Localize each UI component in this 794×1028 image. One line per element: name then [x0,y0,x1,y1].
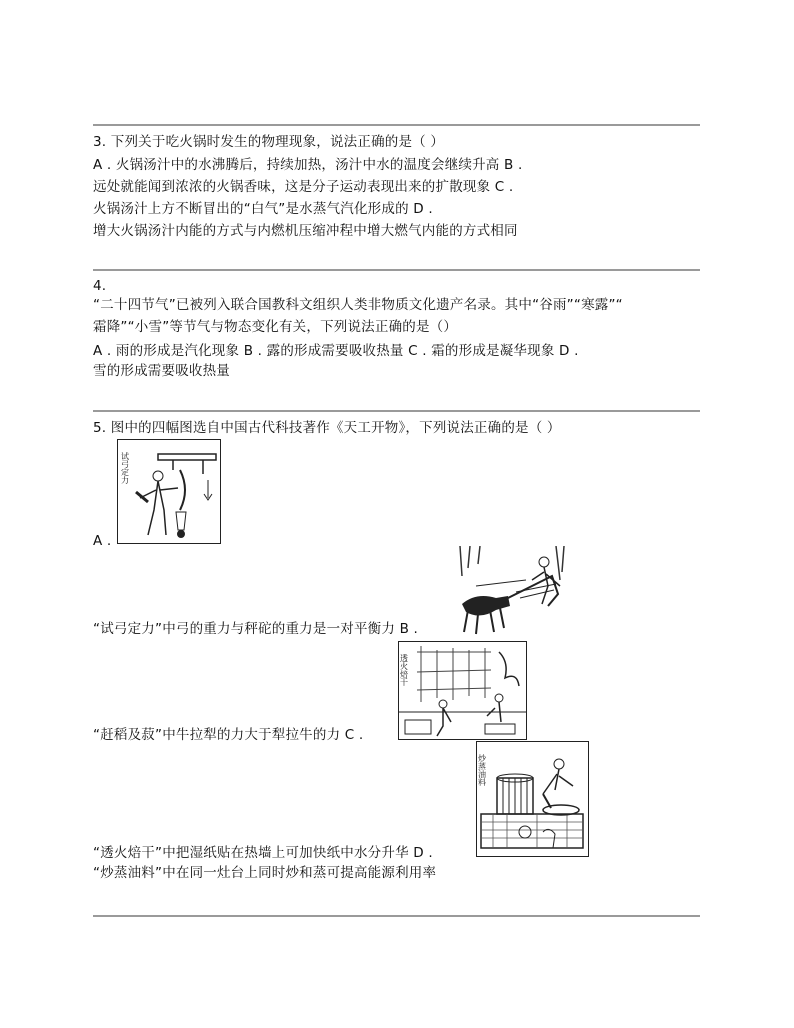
image-a-title: 试弓定力 [120,452,130,484]
ox-plowing-illustration-icon [456,546,568,638]
question-3-line-1: A . 火锅汤汁中的水沸腾后，持续加热，汤汁中水的温度会继续升高 B . [93,157,523,173]
question-3-stem: 3. 下列关于吃火锅时发生的物理现象，说法正确的是（ ） [93,134,445,150]
question-3-line-4: 增大火锅汤汁内能的方式与内燃机压缩冲程中增大燃气内能的方式相同 [93,223,518,239]
paper-drying-illustration-icon [398,641,527,740]
divider-q3-q4 [93,269,700,271]
divider-bottom [93,915,700,917]
bow-testing-illustration-icon [117,439,221,544]
question-5-stem: 5. 图中的四幅图选自中国古代科技著作《天工开物》，下列说法正确的是（ ） [93,420,561,436]
option-b-line: “试弓定力”中弓的重力与秤砣的重力是一对平衡力 B . [93,621,419,637]
image-d-title: 炒蒸油料 [477,754,487,786]
question-3-line-3: 火锅汤汁上方不断冒出的“白气”是水蒸气汽化形成的 D . [93,201,433,217]
question-4-line-4: 雪的形成需要吸收热量 [93,363,230,379]
question-4-number: 4. [93,278,107,294]
option-a-label: A . [93,533,112,549]
question-4-line-1: “二十四节气”已被列入联合国教科文组织人类非物质文化遗产名录。其中“谷雨”“寒露”“ [93,297,623,313]
question-3-line-2: 远处就能闻到浓浓的火锅香味，这是分子运动表现出来的扩散现象 C . [93,179,514,195]
option-c-line: “赶稻及菽”中牛拉犁的力大于犁拉牛的力 C . [93,727,364,743]
question-4-line-3: A . 雨的形成是汽化现象 B . 露的形成需要吸收热量 C . 霜的形成是凝华现象 D . [93,343,579,359]
option-e-line: “炒蒸油料”中在同一灶台上同时炒和蒸可提高能源利用率 [93,865,437,881]
divider-q4-q5 [93,410,700,412]
image-c-title: 透火焙干 [399,654,409,686]
option-d-line: “透火焙干”中把湿纸贴在热墙上可加快纸中水分升华 D . [93,845,433,861]
oil-frying-steaming-illustration-icon [476,741,589,857]
divider-top [93,124,700,126]
question-4-line-2: 霜降”“小雪”等节气与物态变化有关，下列说法正确的是（） [93,319,458,335]
